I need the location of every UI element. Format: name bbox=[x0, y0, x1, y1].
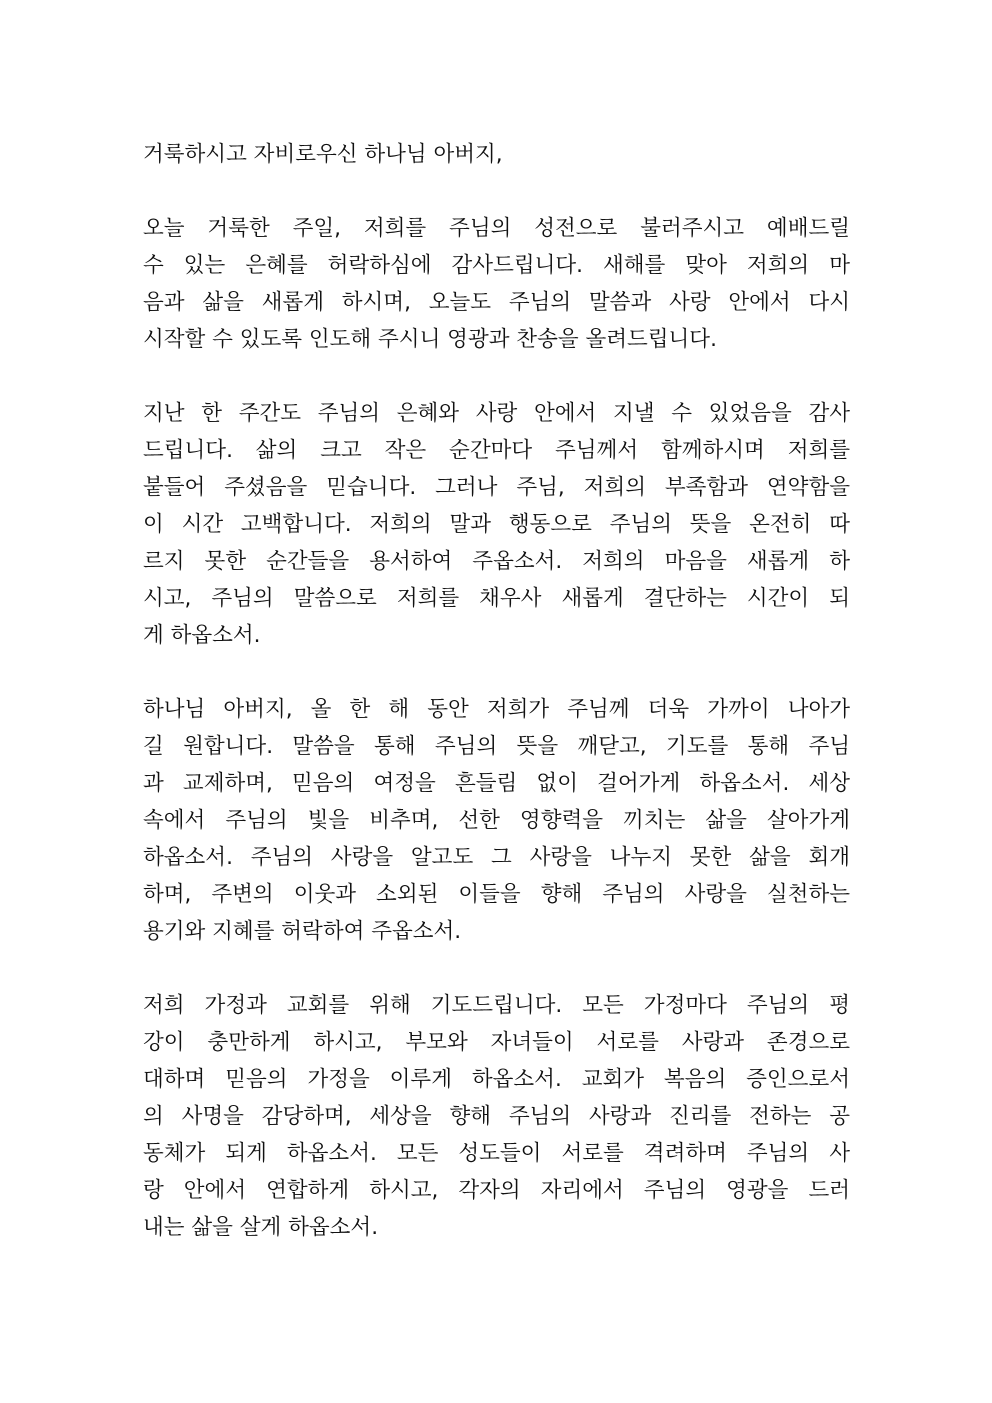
text-line: 용기와 지혜를 허락하여 주옵소서. bbox=[143, 919, 462, 944]
paragraph-4 bbox=[143, 987, 850, 1246]
text-line: 강이 충만하게 하시고, 부모와 자녀들이 서로를 사랑과 존경으로 bbox=[143, 1030, 850, 1055]
text-line: 드립니다. 삶의 크고 작은 순간마다 주님께서 함께하시며 저희를 bbox=[143, 438, 850, 463]
text-line: 대하며 믿음의 가정을 이루게 하옵소서. 교회가 복음의 증인으로서 bbox=[143, 1067, 850, 1092]
text-line: 지난 한 주간도 주님의 은혜와 사랑 안에서 지낼 수 있었음을 감사 bbox=[143, 401, 850, 426]
text-line: 수 있는 은혜를 허락하심에 감사드립니다. 새해를 맞아 저희의 마 bbox=[143, 253, 850, 278]
text-line: 이 시간 고백합니다. 저희의 말과 행동으로 주님의 뜻을 온전히 따 bbox=[143, 512, 850, 537]
text-line: 하며, 주변의 이웃과 소외된 이들을 향해 주님의 사랑을 실천하는 bbox=[143, 882, 850, 907]
text-line: 저희 가정과 교회를 위해 기도드립니다. 모든 가정마다 주님의 평 bbox=[143, 993, 850, 1018]
text-line: 르지 못한 순간들을 용서하여 주옵소서. 저희의 마음을 새롭게 하 bbox=[143, 549, 850, 574]
text-line: 게 하옵소서. bbox=[143, 623, 261, 648]
text-line: 시작할 수 있도록 인도해 주시니 영광과 찬송을 올려드립니다. bbox=[143, 327, 717, 352]
text-line: 동체가 되게 하옵소서. 모든 성도들이 서로를 격려하며 주님의 사 bbox=[143, 1141, 850, 1166]
text-line: 내는 삶을 살게 하옵소서. bbox=[143, 1215, 379, 1240]
text-line: 과 교제하며, 믿음의 여정을 흔들림 없이 걸어가게 하옵소서. 세상 bbox=[143, 771, 850, 796]
text-line: 오늘 거룩한 주일, 저희를 주님의 성전으로 불러주시고 예배드릴 bbox=[143, 216, 850, 241]
text-line: 하나님 아버지, 올 한 해 동안 저희가 주님께 더욱 가까이 나아가 bbox=[143, 697, 850, 722]
text-line: 길 원합니다. 말씀을 통해 주님의 뜻을 깨닫고, 기도를 통해 주님 bbox=[143, 734, 850, 759]
text-line: 하옵소서. 주님의 사랑을 알고도 그 사랑을 나누지 못한 삶을 회개 bbox=[143, 845, 850, 870]
paragraph-3 bbox=[143, 691, 850, 950]
text-line: 속에서 주님의 빛을 비추며, 선한 영향력을 끼치는 삶을 살아가게 bbox=[143, 808, 850, 833]
paragraph-1 bbox=[143, 210, 850, 358]
text-line: 랑 안에서 연합하게 하시고, 각자의 자리에서 주님의 영광을 드러 bbox=[143, 1178, 850, 1203]
text-line: 붙들어 주셨음을 믿습니다. 그러나 주님, 저희의 부족함과 연약함을 bbox=[143, 475, 850, 500]
paragraph-2 bbox=[143, 395, 850, 654]
greeting-line: 거룩하시고 자비로우신 하나님 아버지, bbox=[143, 142, 503, 167]
text-line: 의 사명을 감당하며, 세상을 향해 주님의 사랑과 진리를 전하는 공 bbox=[143, 1104, 850, 1129]
text-line: 시고, 주님의 말씀으로 저희를 채우사 새롭게 결단하는 시간이 되 bbox=[143, 586, 850, 611]
prayer-text bbox=[143, 136, 850, 1283]
text-line: 음과 삶을 새롭게 하시며, 오늘도 주님의 말씀과 사랑 안에서 다시 bbox=[143, 290, 850, 315]
